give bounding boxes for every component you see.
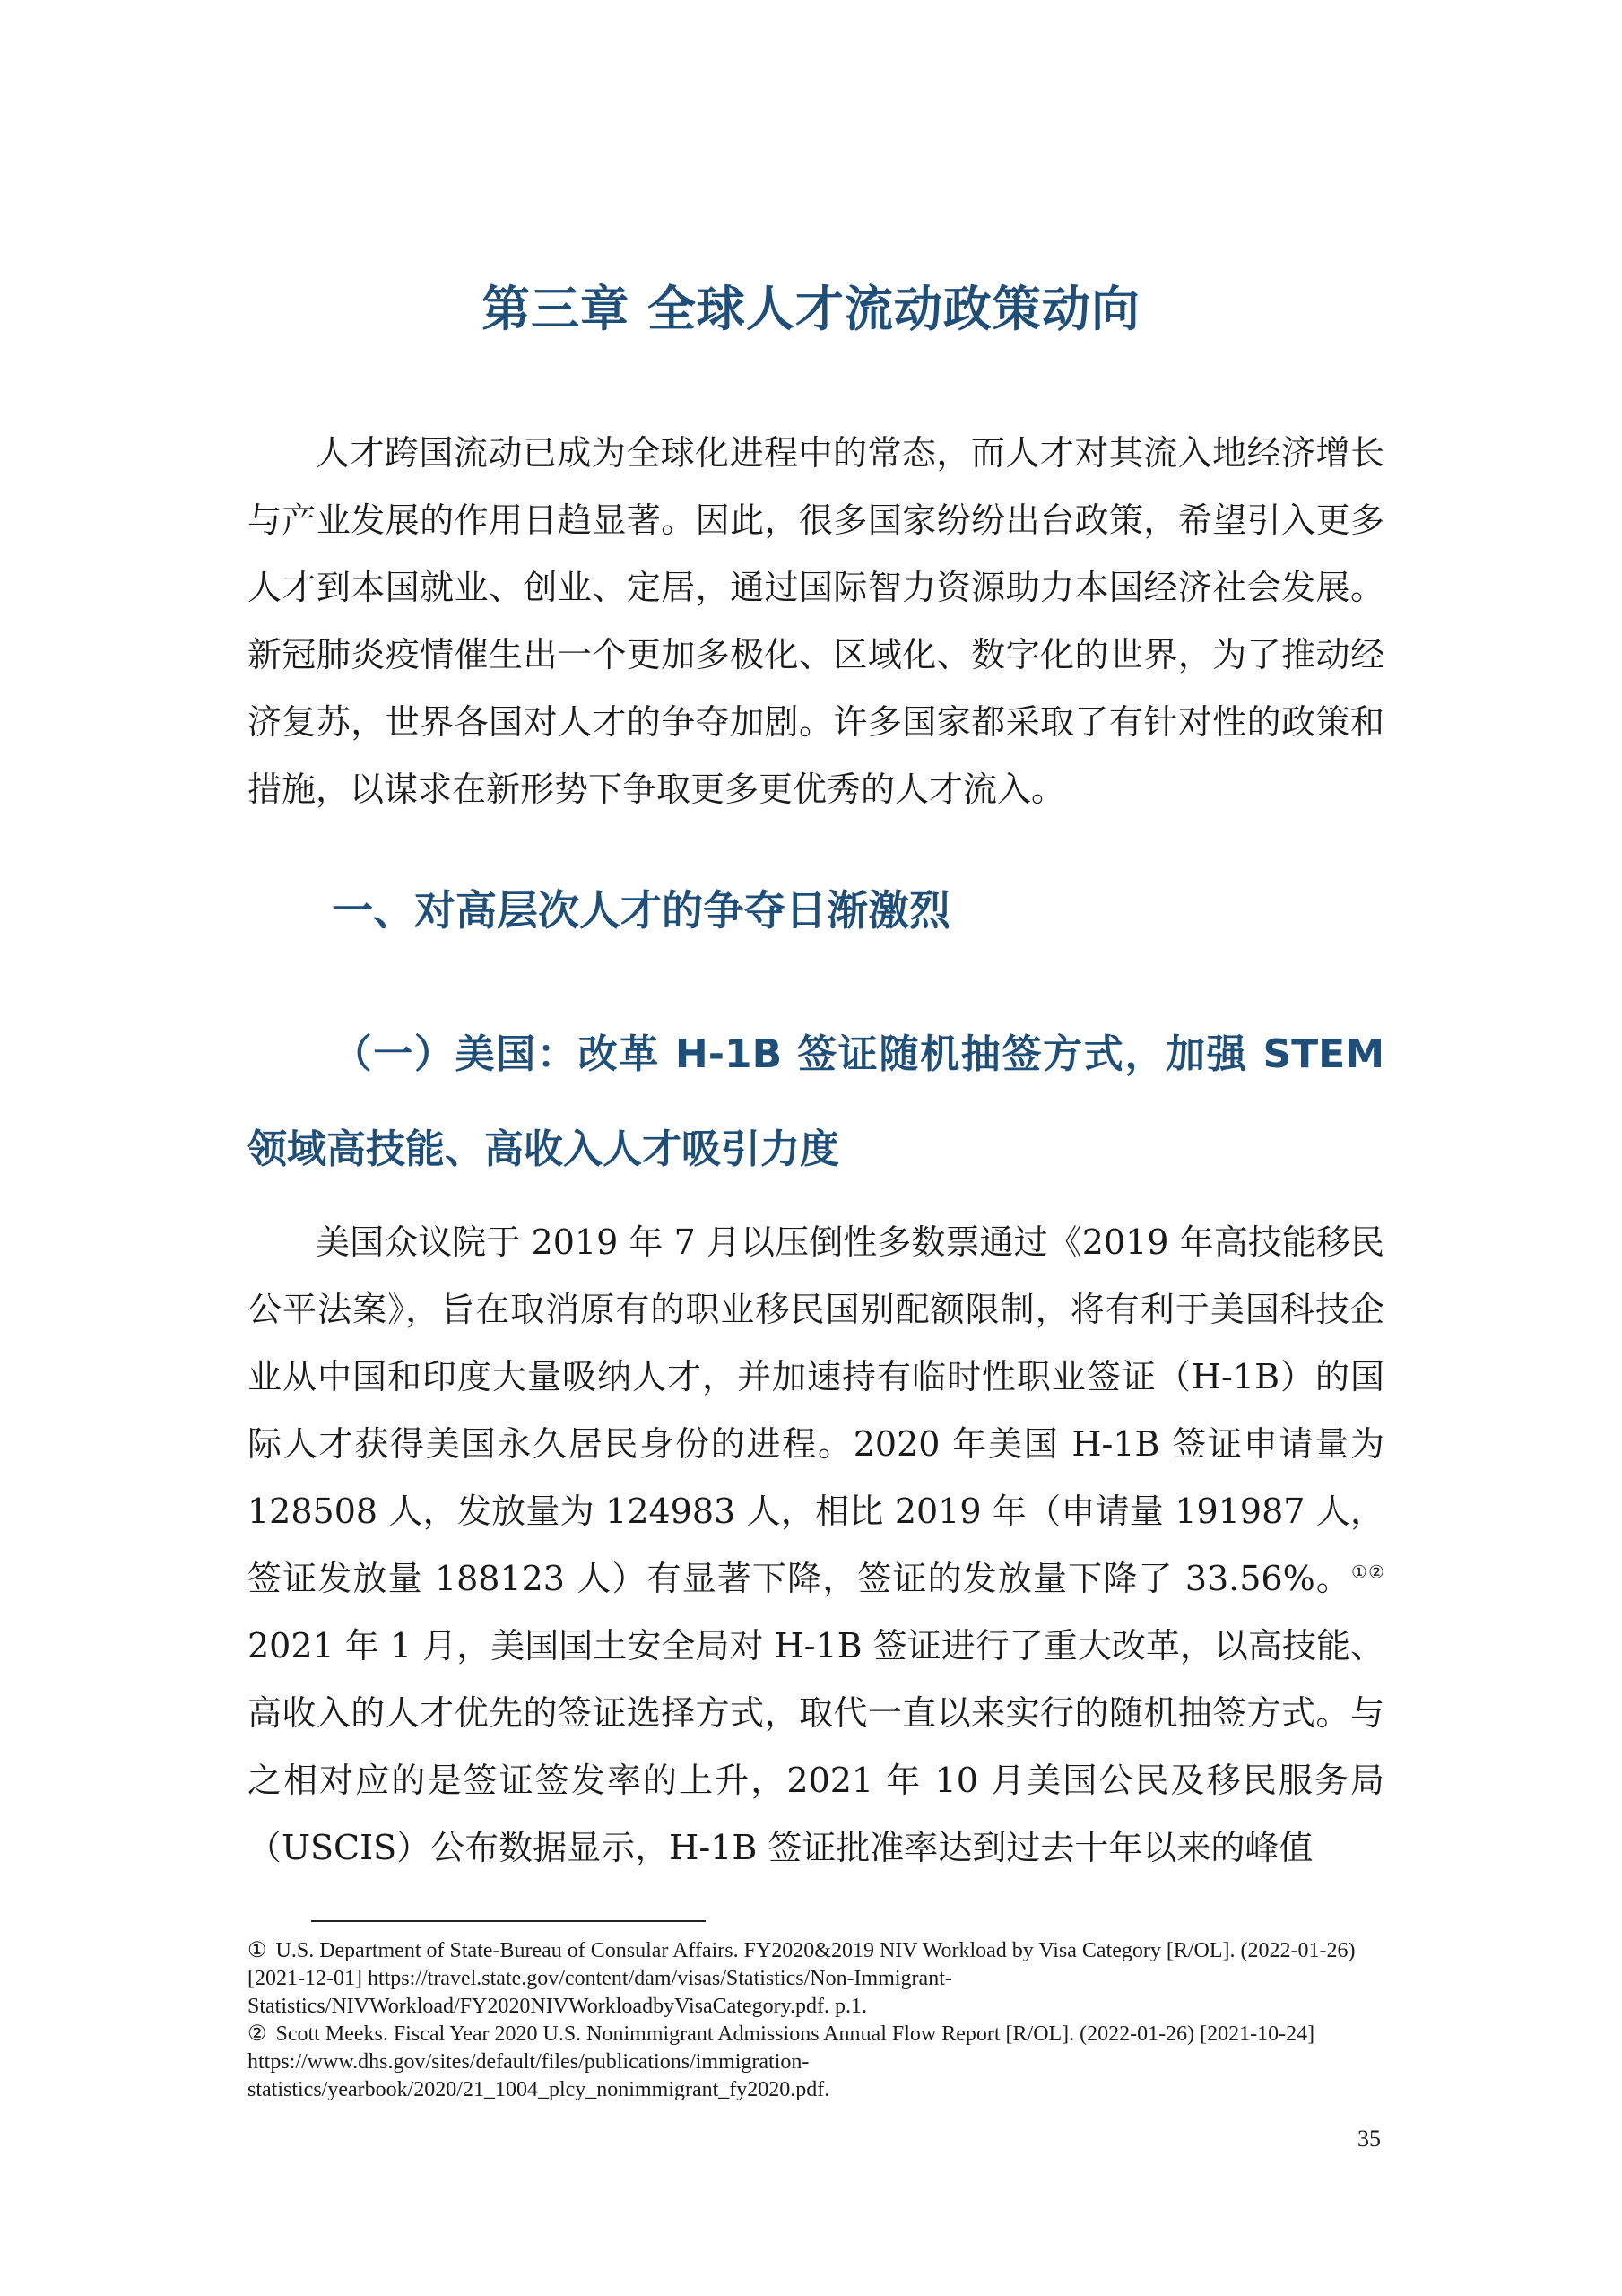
section-heading: 一、对高层次人才的争夺日渐激烈 xyxy=(332,886,950,935)
footnote-2-text: Scott Meeks. Fiscal Year 2020 U.S. Nonimmigrant Admissions Annual Flow Report [R/OL]. (2022-01-26) [2021-10-24] https://www.dhs.gov/sites/default/files/publications/immigration-statistics/yearbook/2020/21_1004_plcy_nonimmigrant_fy2020.pdf. xyxy=(247,2022,1315,2101)
footnote-2-mark: ② xyxy=(247,2022,267,2046)
body-paragraph xyxy=(247,1209,1384,1882)
body-paragraph-text-1: 美国众议院于 2019 年 7 月以压倒性多数票通过《2019 年高技能移民公平法案》，旨在取消原有的职业移民国别配额限制，将有利于美国科技企业从中国和印度大量吸纳人才，并加速持有临时性职业签证（H-1B）的国际人才获得美国永久居民身份的进程。2020 年美国 H-1B 签证申请量为 128508 人，发放量为 124983 人，相比 2019 年（申请量 191987 人，签证发放量 188123 人）有显著下降，签证的发放量下降了 33.56%。 xyxy=(247,1222,1384,1598)
footnote-divider xyxy=(311,1920,706,1922)
body-paragraph-text-2: 2021 年 1 月，美国国土安全局对 H-1B 签证进行了重大改革，以高技能、高收入的人才优先的签证选择方式，取代一直以来实行的随机抽签方式。与之相对应的是签证签发率的上升，2021 年 10 月美国公民及移民服务局（USCIS）公布数据显示，H-1B 签证批准率达到过去十年以来的峰值 xyxy=(247,1626,1384,1867)
footnote-1-mark: ① xyxy=(247,1939,267,1962)
subsection-heading: （一）美国：改革 H-1B 签证随机抽签方式，加强 STEM 领域高技能、高收入人才吸引力度 xyxy=(247,1031,1384,1172)
footnote-1 xyxy=(247,1937,1384,2021)
footnote-2 xyxy=(247,2021,1384,2104)
footnotes xyxy=(247,1937,1384,2104)
chapter-title: 第三章 全球人才流动政策动向 xyxy=(481,281,1141,337)
footnote-1-text: U.S. Department of State-Bureau of Consular Affairs. FY2020&2019 NIV Workload by Visa Category [R/OL]. (2022-01-26) [2021-12-01] https://travel.state.gov/content/dam/visas/Statistics/Non-Immigrant-Statistics/NIVWorkload/FY2020NIVWorkloadbyVisaCategory.pdf. p.1. xyxy=(247,1939,1356,2018)
footnote-reference[interactable]: ①② xyxy=(1351,1561,1384,1583)
intro-paragraph: 人才跨国流动已成为全球化进程中的常态，而人才对其流入地经济增长与产业发展的作用日趋显著。因此，很多国家纷纷出台政策，希望引入更多人才到本国就业、创业、定居，通过国际智力资源助力本国经济社会发展。新冠肺炎疫情催生出一个更加多极化、区域化、数字化的世界，为了推动经济复苏，世界各国对人才的争夺加剧。许多国家都采取了有针对性的政策和措施，以谋求在新形势下争取更多更优秀的人才流入。 xyxy=(247,433,1384,809)
page-number: 35 xyxy=(1357,2126,1381,2152)
